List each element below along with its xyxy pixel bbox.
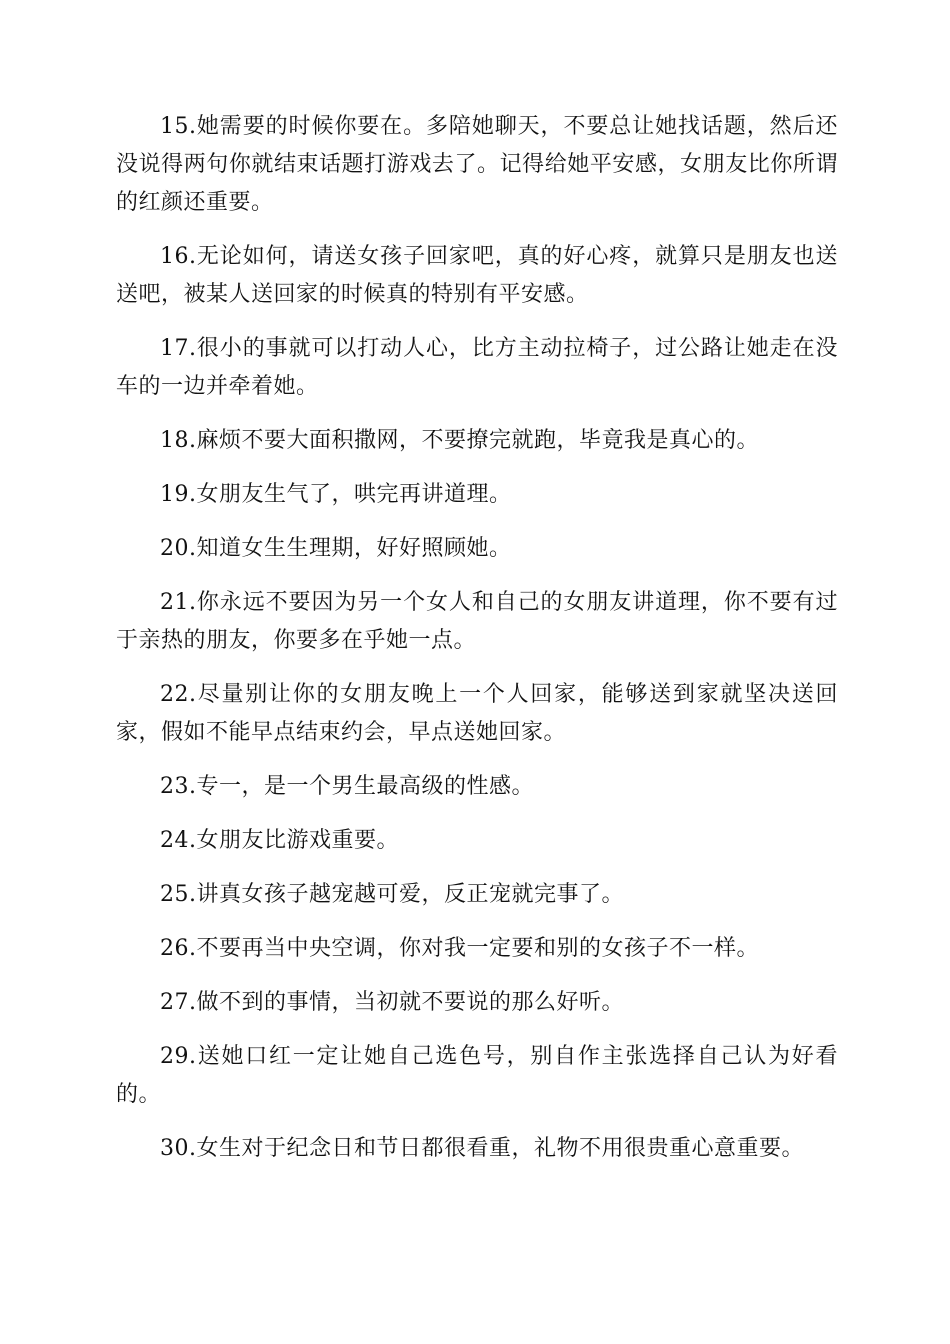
paragraph-20: 20.知道女生生理期，好好照顾她。 [160,536,512,561]
paragraph-29: 29.送她口红一定让她自己选色号，别自作主张选择自己认为好看的。 [116,1044,838,1107]
paragraph-22: 22.尽量别让你的女朋友晚上一个人回家，能够送到家就坚决送回家，假如不能早点结束约会，早点送她回家。 [116,682,838,745]
paragraph-27: 27.做不到的事情，当初就不要说的那么好听。 [160,990,624,1015]
paragraph-18: 18.麻烦不要大面积撒网，不要撩完就跑，毕竟我是真心的。 [160,428,759,453]
paragraph-21: 21.你永远不要因为另一个女人和自己的女朋友讲道理，你不要有过于亲热的朋友，你要多在乎她一点。 [116,590,838,653]
paragraph-15: 15.她需要的时候你要在。多陪她聊天，不要总让她找话题，然后还没说得两句你就结束话题打游戏去了。记得给她平安感，女朋友比你所谓的红颜还重要。 [116,114,838,215]
paragraph-16: 16.无论如何，请送女孩子回家吧，真的好心疼，就算只是朋友也送送吧，被某人送回家的时候真的特别有平安感。 [116,244,838,307]
paragraph-26: 26.不要再当中央空调，你对我一定要和别的女孩子不一样。 [160,936,759,961]
paragraph-24: 24.女朋友比游戏重要。 [160,828,399,853]
paragraph-25: 25.讲真女孩子越宠越可爱，反正宠就完事了。 [160,882,624,907]
paragraph-19: 19.女朋友生气了，哄完再讲道理。 [160,482,512,507]
paragraph-23: 23.专一，是一个男生最高级的性感。 [160,774,534,799]
paragraph-17: 17.很小的事就可以打动人心，比方主动拉椅子，过公路让她走在没车的一边并牵着她。 [116,336,838,399]
document-body [116,108,838,1184]
paragraph-30: 30.女生对于纪念日和节日都很看重，礼物不用很贵重心意重要。 [160,1136,804,1161]
